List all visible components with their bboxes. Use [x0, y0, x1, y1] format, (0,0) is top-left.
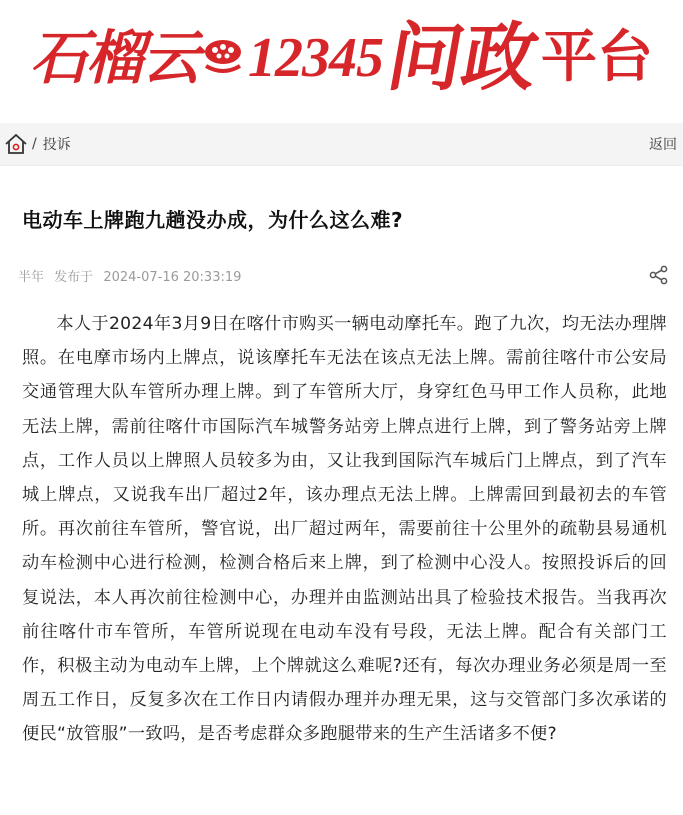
article-body: 本人于2024年3月9日在喀什市购买一辆电动摩托车。跑了九次，均无法办理牌照。在电摩市场内上牌点，说该摩托车无法在该点无法上牌。需前往喀什市公安局交通管理大队车管所办理上牌。到了车管所大厅，身穿红色马甲工作人员称，此地无法上牌，需前往喀什市国际汽车城警务站旁上牌点进行上牌，到了警务站旁上牌点，工作人员以上牌照人员较多为由，又让我到国际汽车城后门上牌点，到了汽车城上牌点，又说我车出厂超过2年，该办理点无法上牌。上牌需回到最初去的车管所。再次前往车管所，警官说，出厂超过两年，需要前往十公里外的疏勒县易通机动车检测中心进行检测，检测合格后来上牌，到了检测中心没人。按照投诉后的回复说法，本人再次前往检测中心，办理并由监测站出具了检验技术报告。当我再次前往喀什市车管所，车管所说现在电动车没有号段，无法上牌。配合有关部门工作，积极主动为电动车上牌，上个牌就这么难呢?还有，每次办理业务必须是周一至周五工作日，反复多次在工作日内请假办理并办理无果，这与交管部门多次承诺的便民“放管服”一致吗，是否考虑群众多跑腿带来的生产生活诸多不便? [22, 314, 667, 745]
published-label: 发布于 [54, 269, 94, 285]
breadcrumb [4, 133, 71, 155]
logo-number: 12345 [248, 27, 384, 89]
breadcrumb-separator: / [32, 136, 37, 152]
logo-platform: 平台 [541, 25, 654, 90]
article-meta [0, 233, 683, 285]
author-name: 半年 [18, 269, 45, 285]
share-icon[interactable] [649, 265, 669, 285]
article-title: 电动车上牌跑九趟没办成，为什么这么难? [22, 208, 404, 232]
back-button[interactable]: 返回 [649, 137, 677, 153]
home-icon[interactable] [4, 133, 28, 155]
pomegranate-cloud-icon [200, 36, 246, 80]
logo [30, 8, 653, 108]
breadcrumb-bar [0, 123, 683, 166]
breadcrumb-current[interactable]: 投诉 [42, 137, 71, 153]
header-banner [0, 0, 683, 123]
logo-wenzheng: 问政 [381, 15, 545, 101]
logo-brand-text: 石榴云 [30, 24, 199, 92]
published-time: 2024-07-16 20:33:19 [103, 269, 242, 285]
